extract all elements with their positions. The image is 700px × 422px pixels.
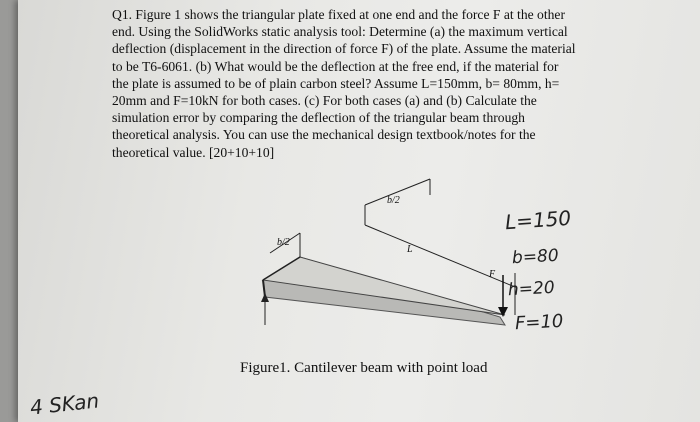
question-line: 20mm and F=10kN for both cases. (c) For both cases (a) and (b) Calculate the [112,93,537,109]
handwritten-width: b=80 [511,245,560,269]
label-b2-left: b/2 [277,237,290,248]
figure-caption: Figure1. Cantilever beam with point load [240,360,488,376]
question-line: simulation error by comparing the deflection of the triangular beam through [112,110,525,126]
question-text [112,6,640,161]
question-line: to be T6-6061. (b) What would be the deflection at the free end, if the material for [112,58,559,74]
question-line: end. Using the SolidWorks static analysis tool: Determine (a) the maximum vertical [112,24,568,40]
label-L: L [407,244,413,255]
question-line: Q1. Figure 1 shows the triangular plate fixed at one end and the force F at the other [112,7,565,22]
force-arrow-head [498,307,508,317]
handwritten-length: L=150 [504,205,572,235]
handwritten-height: h=20 [507,277,556,301]
question-line: theoretical value. [20+10+10] [112,144,275,160]
question-line: the plate is assumed to be of plain carbon steel? Assume L=150mm, b= 80mm, h= [112,75,560,91]
label-F: F [489,269,496,280]
label-b2-top: b/2 [387,195,400,206]
question-line: theoretical analysis. You can use the mechanical design textbook/notes for the [112,127,536,143]
handwritten-note: 4 SKan [28,388,101,420]
question-line: deflection (displacement in the direction of force F) of the plate. Assume the material [112,41,576,57]
handwritten-force: F=10 [514,310,564,335]
